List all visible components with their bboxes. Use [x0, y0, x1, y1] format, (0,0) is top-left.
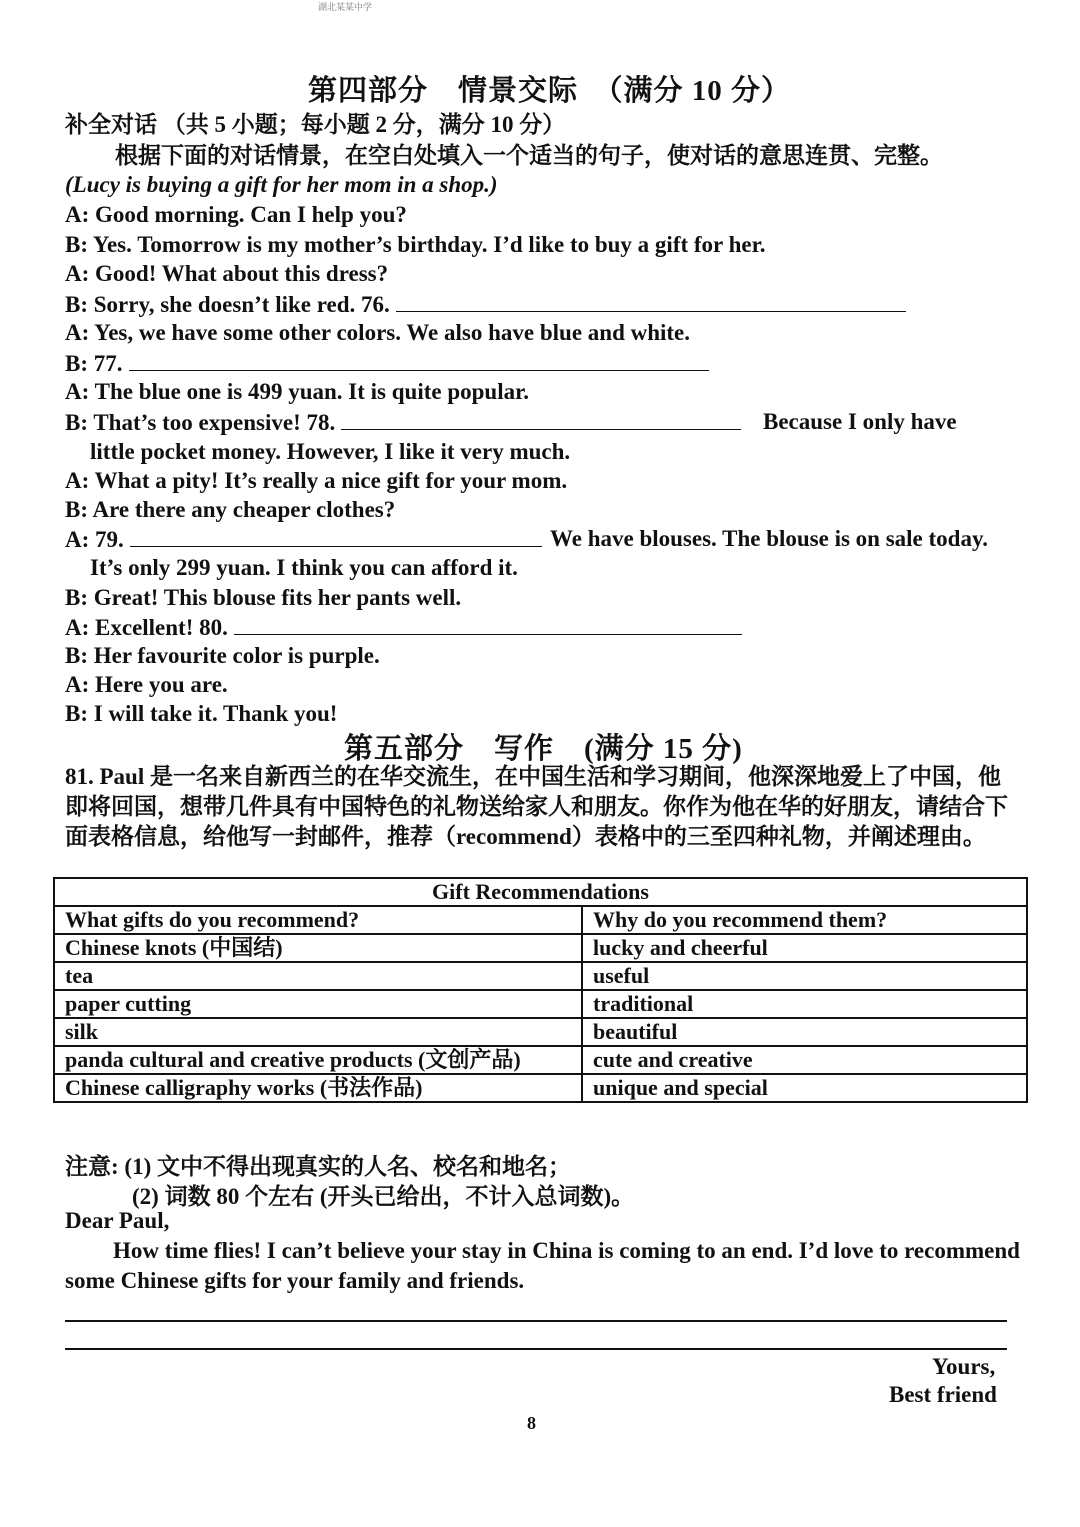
letter-signature: Best friend: [889, 1382, 997, 1407]
part4-title: 第四部分 情景交际 （满分 10 分）: [308, 75, 792, 107]
column-header: What gifts do you recommend?: [54, 906, 582, 934]
answer-blank-79[interactable]: [130, 526, 542, 547]
dialogue-line: A: Good morning. Can I help you?: [65, 202, 407, 227]
column-header: Why do you recommend them?: [582, 906, 1027, 934]
dialogue-line-80: [65, 614, 742, 641]
table-row: [54, 1074, 1027, 1102]
dialogue-line: A: Good! What about this dress?: [65, 261, 389, 286]
top-scribble: 湖北某某中学: [318, 2, 373, 12]
dialogue-text: B: Sorry, she doesn’t like red. 76.: [65, 292, 390, 317]
reason-cell: lucky and cheerful: [582, 934, 1027, 962]
gift-cell: paper cutting: [54, 990, 582, 1018]
dialogue-line: A: What a pity! It’s really a nice gift for your mom.: [65, 468, 568, 493]
dialogue-line-78-tail: Because I only have: [763, 409, 957, 434]
table-caption: Gift Recommendations: [54, 878, 1027, 906]
note-1: 注意: (1) 文中不得出现真实的人名、校名和地名；: [65, 1154, 571, 1179]
reason-cell: cute and creative: [582, 1046, 1027, 1074]
writing-line[interactable]: [65, 1320, 1007, 1322]
dialogue-line-76: [65, 291, 906, 318]
table-row: [54, 962, 1027, 990]
table-row: [54, 1046, 1027, 1074]
reason-cell: useful: [582, 962, 1027, 990]
dialogue-text: A: Excellent! 80.: [65, 615, 228, 640]
writing-line[interactable]: [65, 1348, 1007, 1350]
table-row: [54, 934, 1027, 962]
dialogue-line-77: [65, 350, 709, 377]
answer-blank-77[interactable]: [129, 350, 709, 371]
dialogue-line: A: The blue one is 499 yuan. It is quite popular.: [65, 379, 529, 404]
note-2: (2) 词数 80 个左右 (开头已给出，不计入总词数)。: [132, 1184, 635, 1209]
gift-cell: Chinese calligraphy works (书法作品): [54, 1074, 582, 1102]
reason-cell: traditional: [582, 990, 1027, 1018]
letter-closing: Yours,: [932, 1354, 996, 1379]
dialogue-line: B: I will take it. Thank you!: [65, 701, 338, 726]
answer-blank-76[interactable]: [396, 291, 906, 312]
dialogue-line: B: Are there any cheaper clothes?: [65, 497, 396, 522]
writing-task: 81. Paul 是一名来自新西兰的在华交流生，在中国生活和学习期间，他深深地爱上了中国，他即将回国，想带几件具有中国特色的礼物送给家人和朋友。你作为他在华的好朋友，请结合下面表格信息，给他写一封邮件，推荐（recommend）表格中的三至四种礼物，并阐述理由。: [65, 764, 1008, 849]
reason-cell: unique and special: [582, 1074, 1027, 1102]
dialogue-line-79: [65, 526, 542, 553]
dialogue-line: B: Yes. Tomorrow is my mother’s birthday. I’d like to buy a gift for her.: [65, 232, 766, 257]
dialogue-scene: (Lucy is buying a gift for her mom in a shop.): [65, 172, 498, 197]
answer-blank-78[interactable]: [341, 409, 741, 430]
table-row: [54, 990, 1027, 1018]
page-number: 8: [527, 1413, 536, 1433]
gift-cell: silk: [54, 1018, 582, 1046]
dialogue-line: It’s only 299 yuan. I think you can afford it.: [90, 555, 518, 580]
answer-blank-80[interactable]: [234, 614, 742, 635]
dialogue-line-79-tail: We have blouses. The blouse is on sale today.: [550, 526, 988, 551]
gift-cell: Chinese knots (中国结): [54, 934, 582, 962]
dialogue-text: A: 79.: [65, 527, 124, 552]
letter-opening: How time flies! I can’t believe your stay in China is coming to an end. I’d love to recommend some Chinese gifts for your family and friends.: [65, 1238, 1020, 1293]
gift-cell: tea: [54, 962, 582, 990]
dialogue-text: B: That’s too expensive! 78.: [65, 410, 336, 435]
dialogue-line: little pocket money. However, I like it very much.: [90, 439, 571, 464]
gift-cell: panda cultural and creative products (文创产品): [54, 1046, 582, 1074]
dialogue-line-78: [65, 409, 741, 436]
gift-table: [53, 877, 1028, 1103]
table-row: [54, 1018, 1027, 1046]
dialogue-line: B: Great! This blouse fits her pants well.: [65, 585, 462, 610]
table-header-row: [54, 906, 1027, 934]
dialogue-line: B: Her favourite color is purple.: [65, 643, 380, 668]
dialogue-text: B: 77.: [65, 351, 123, 376]
part4-subtitle: 补全对话 （共 5 小题；每小题 2 分，满分 10 分）: [65, 112, 566, 137]
dialogue-line: A: Yes, we have some other colors. We also have blue and white.: [65, 320, 691, 345]
reason-cell: beautiful: [582, 1018, 1027, 1046]
letter-salutation: Dear Paul,: [65, 1208, 170, 1233]
part5-title: 第五部分 写作 (满分 15 分): [344, 733, 743, 765]
dialogue-line: A: Here you are.: [65, 672, 228, 697]
part4-instruction: 根据下面的对话情景，在空白处填入一个适当的句子，使对话的意思连贯、完整。: [115, 143, 943, 168]
